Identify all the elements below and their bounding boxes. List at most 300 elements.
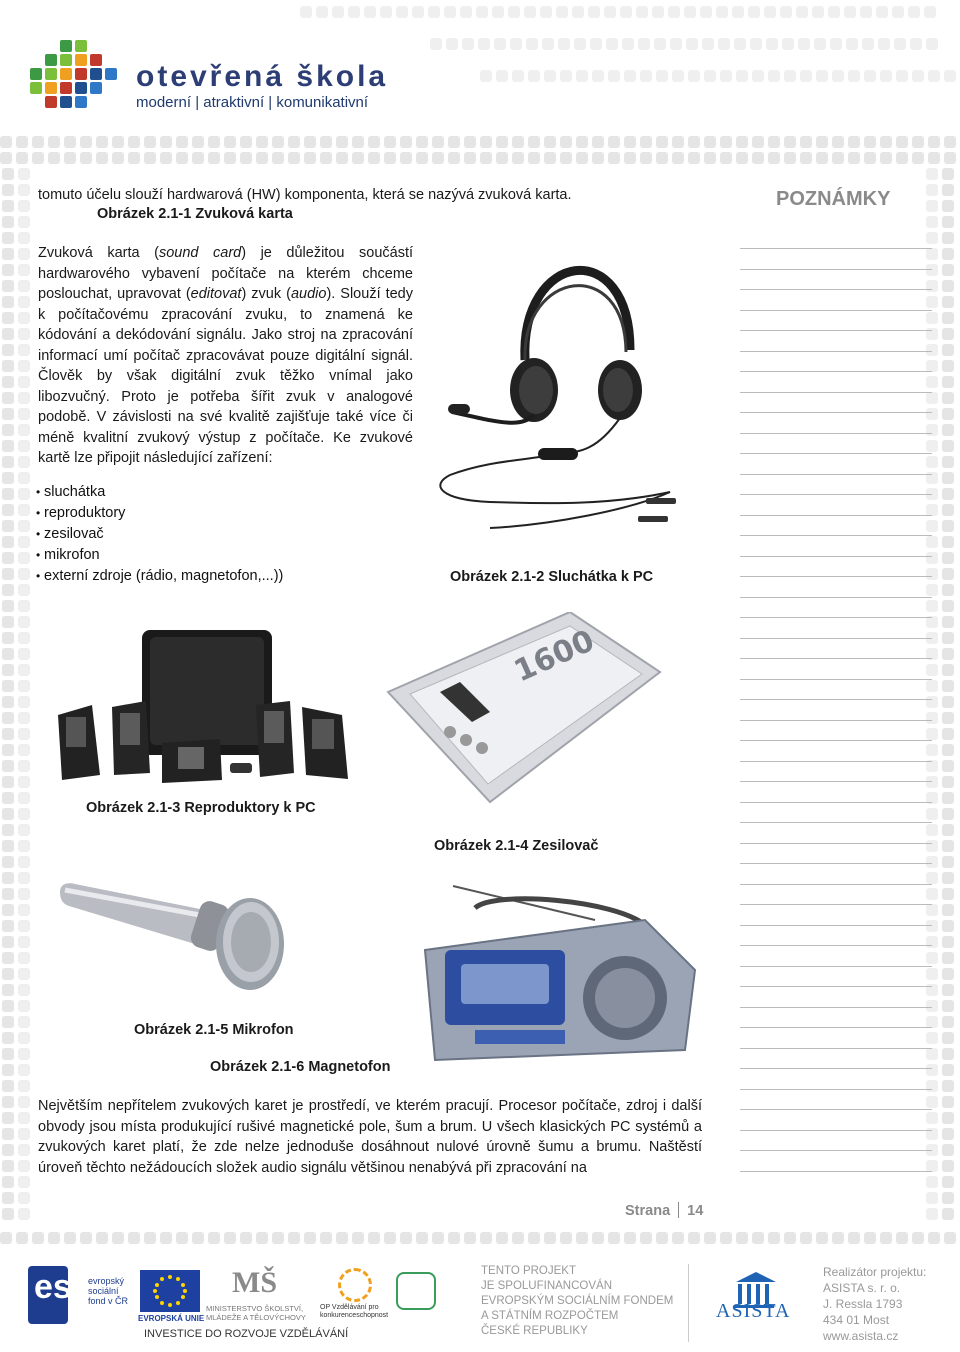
pattern-square: [556, 6, 568, 18]
pattern-square: [766, 38, 778, 50]
pattern-square: [18, 1032, 30, 1044]
pattern-square: [736, 152, 748, 164]
pattern-square: [926, 680, 938, 692]
pattern-square: [942, 776, 954, 788]
pattern-square: [48, 1232, 60, 1244]
pattern-square: [942, 504, 954, 516]
pattern-square: [926, 920, 938, 932]
investice-text: INVESTICE DO ROZVOJE VZDĚLÁVÁNÍ: [144, 1328, 349, 1340]
pattern-square: [592, 152, 604, 164]
pattern-square: [2, 520, 14, 532]
pattern-square: [2, 936, 14, 948]
pattern-square: [128, 152, 140, 164]
esf-text: evropský sociální fond v ČR: [88, 1276, 129, 1306]
pattern-square: [942, 312, 954, 324]
pattern-square: [816, 70, 828, 82]
device-list-item: [36, 545, 283, 566]
pattern-square: [18, 312, 30, 324]
device-name: sluchátka: [44, 484, 106, 500]
pattern-square: [590, 38, 602, 50]
pattern-square: [942, 200, 954, 212]
main-paragraph-part-3: ) zvuk (: [241, 286, 291, 302]
pattern-square: [942, 920, 954, 932]
pattern-square: [704, 1232, 716, 1244]
pattern-square: [368, 1232, 380, 1244]
pattern-square: [926, 1208, 938, 1220]
pattern-square: [606, 38, 618, 50]
logo-square: [60, 68, 72, 80]
pattern-square: [926, 728, 938, 740]
eu-text: EVROPSKÁ UNIE: [138, 1314, 205, 1323]
pattern-square: [896, 152, 908, 164]
pattern-square: [926, 1080, 938, 1092]
pattern-square: [942, 840, 954, 852]
pattern-square: [926, 38, 938, 50]
device-list-item: [36, 524, 283, 545]
pattern-square: [528, 1232, 540, 1244]
pattern-square: [18, 1096, 30, 1108]
pattern-square: [928, 70, 940, 82]
pattern-square: [926, 376, 938, 388]
pattern-square: [926, 1096, 938, 1108]
msmt-logo-icon: MŠ: [232, 1266, 277, 1299]
pattern-square: [924, 6, 936, 18]
pattern-square: [18, 568, 30, 580]
note-line: [740, 781, 932, 782]
pattern-square: [18, 1128, 30, 1140]
note-line: [740, 494, 932, 495]
amplifier-label: 1600: [509, 623, 600, 690]
pattern-square: [478, 38, 490, 50]
pattern-square: [576, 70, 588, 82]
pattern-square: [640, 152, 652, 164]
note-line: [740, 412, 932, 413]
pattern-square: [640, 1232, 652, 1244]
pattern-square: [2, 568, 14, 580]
pattern-square: [480, 1232, 492, 1244]
pattern-square: [720, 1232, 732, 1244]
logo-square: [45, 82, 57, 94]
pattern-square: [18, 744, 30, 756]
pattern-square: [2, 680, 14, 692]
pattern-square: [18, 504, 30, 516]
pattern-square: [942, 808, 954, 820]
pattern-square: [18, 808, 30, 820]
pattern-square: [942, 1016, 954, 1028]
pattern-square: [588, 6, 600, 18]
logo-square: [75, 68, 87, 80]
pattern-square: [608, 1232, 620, 1244]
pattern-square: [942, 968, 954, 980]
pattern-square: [18, 936, 30, 948]
pattern-square: [942, 248, 954, 260]
footer-line: JE SPOLUFINANCOVÁN: [481, 1280, 612, 1292]
footer-line: TENTO PROJEKT: [481, 1265, 576, 1277]
pattern-square: [926, 872, 938, 884]
pattern-square: [496, 70, 508, 82]
pattern-square: [638, 38, 650, 50]
figure-caption-2: Obrázek 2.1-2 Sluchátka k PC: [450, 569, 654, 585]
pattern-square: [18, 184, 30, 196]
pattern-square: [2, 456, 14, 468]
pattern-square: [926, 280, 938, 292]
pattern-square: [2, 248, 14, 260]
pattern-square: [18, 488, 30, 500]
left-pattern-2: [18, 168, 30, 1220]
school-logo-icon: [30, 40, 120, 110]
pattern-square: [926, 232, 938, 244]
pattern-square: [288, 136, 300, 148]
device-list-item: [36, 503, 283, 524]
pattern-square: [2, 744, 14, 756]
pattern-square: [2, 1096, 14, 1108]
pattern-square: [926, 344, 938, 356]
logo-square: [105, 68, 117, 80]
cassette-player-image: [415, 880, 705, 1070]
pattern-square: [684, 6, 696, 18]
pattern-square: [416, 1232, 428, 1244]
pattern-square: [2, 1000, 14, 1012]
pattern-square: [160, 1232, 172, 1244]
pattern-square: [942, 280, 954, 292]
closing-paragraph: Největším nepřítelem zvukových karet je prostředí, ve kterém pracují. Procesor počítače, zdroj i další obvody jsou místa produkující rušivé magnetické pole, šum a brum. U všech klasických PC systémů a zvukových karet platí, že zde nelze jednoduše dosáhnout nulové úrovně šumu a brumu. Naštěstí úroveň těchto nežádoucích složek audio signálu většinou nenabývá při zpracování na: [38, 1098, 702, 1176]
pattern-square: [942, 360, 954, 372]
pattern-square: [528, 136, 540, 148]
note-line: [740, 740, 932, 741]
logo-square: [45, 96, 57, 108]
figure-caption-4: Obrázek 2.1-4 Zesilovač: [434, 838, 599, 854]
pattern-square: [560, 70, 572, 82]
pattern-square: [672, 152, 684, 164]
note-line: [740, 1089, 932, 1090]
pattern-square: [432, 136, 444, 148]
pattern-square: [18, 1080, 30, 1092]
main-paragraph-part-2: ) je důležitou součástí hardwarového vybavení počítače na kterém chceme poslouchat, upravovat (: [38, 245, 414, 302]
pattern-square: [112, 1232, 124, 1244]
pattern-square: [18, 1208, 30, 1220]
pattern-square: [912, 70, 924, 82]
logo-title: otevřená škola: [136, 60, 389, 93]
main-paragraph-part-4: ). Slouží tedy k počítačovému zpracování zvuku, to znamená ke kódování a dekódování signálu. Jako stroj na zpracování informací umí počítač zpracovávat pouze digitální signál. Člověk by však digitální zvuk těžko vnímal jako libozvučný. Proto je potřeba šířit zvuk v analogové podobě. V závislosti na své kvalitě zajišťuje také více či méně kvalitní zvukový výstup z počítače. Ke zvukové kartě lze připojit následující zařízení:: [38, 286, 414, 466]
note-line: [740, 720, 932, 721]
pattern-square: [508, 6, 520, 18]
pattern-square: [448, 1232, 460, 1244]
pattern-square: [18, 344, 30, 356]
pattern-square: [944, 136, 956, 148]
footer: [0, 1256, 960, 1352]
footer-line: ČESKÉ REPUBLIKY: [481, 1325, 588, 1337]
amplifier-image: [380, 612, 665, 807]
pattern-square: [18, 648, 30, 660]
main-paragraph-part-1: Zvuková karta (: [38, 245, 159, 261]
pattern-square: [80, 1232, 92, 1244]
pattern-square: [926, 744, 938, 756]
pattern-square: [18, 584, 30, 596]
pattern-square: [704, 70, 716, 82]
pattern-square: [926, 1000, 938, 1012]
pattern-square: [942, 392, 954, 404]
pattern-square: [942, 888, 954, 900]
pattern-square: [2, 888, 14, 900]
pattern-square: [528, 152, 540, 164]
pattern-square: [798, 38, 810, 50]
pattern-square: [544, 152, 556, 164]
pattern-square: [2, 1128, 14, 1140]
note-line: [740, 597, 932, 598]
pattern-square: [688, 152, 700, 164]
pattern-square: [942, 328, 954, 340]
pattern-square: [926, 664, 938, 676]
pattern-square: [18, 856, 30, 868]
pattern-square: [272, 136, 284, 148]
logo-square: [45, 54, 57, 66]
pattern-square: [926, 520, 938, 532]
pattern-square: [942, 904, 954, 916]
pattern-square: [18, 616, 30, 628]
pattern-square: [18, 472, 30, 484]
pattern-square: [656, 152, 668, 164]
pattern-square: [18, 296, 30, 308]
pattern-square: [942, 1128, 954, 1140]
pattern-square: [942, 680, 954, 692]
pattern-square: [926, 584, 938, 596]
pattern-square: [880, 70, 892, 82]
pattern-square: [620, 6, 632, 18]
pattern-square: [768, 152, 780, 164]
pattern-square: [18, 920, 30, 932]
pattern-square: [576, 136, 588, 148]
note-line: [740, 535, 932, 536]
device-list: [36, 482, 283, 587]
pattern-square: [942, 1176, 954, 1188]
pattern-square: [944, 152, 956, 164]
pattern-square: [18, 536, 30, 548]
pattern-square: [896, 1232, 908, 1244]
pattern-square: [492, 6, 504, 18]
msmt-text: MINISTERSTVO ŠKOLSTVÍ, MLÁDEŽE A TĚLOVÝCHOVY: [206, 1304, 306, 1322]
figure-caption-3: Obrázek 2.1-3 Reproduktory k PC: [86, 800, 316, 816]
pattern-square: [192, 152, 204, 164]
pattern-square: [896, 70, 908, 82]
pattern-square: [0, 152, 12, 164]
pattern-square: [912, 136, 924, 148]
pattern-square: [300, 6, 312, 18]
pattern-square: [18, 824, 30, 836]
pattern-square: [942, 408, 954, 420]
pattern-square: [2, 968, 14, 980]
pattern-square: [942, 376, 954, 388]
pattern-square: [720, 136, 732, 148]
pattern-square: [464, 136, 476, 148]
pattern-square: [2, 904, 14, 916]
pattern-square: [558, 38, 570, 50]
op-logo-icon: [338, 1268, 372, 1302]
pattern-square: [2, 776, 14, 788]
headphones-image: [430, 240, 690, 540]
pattern-square: [942, 536, 954, 548]
pattern-square: [830, 38, 842, 50]
pattern-square: [942, 520, 954, 532]
realizator-text: [823, 1264, 926, 1344]
pattern-square: [2, 872, 14, 884]
pattern-square: [926, 1192, 938, 1204]
pattern-square: [336, 152, 348, 164]
note-line: [740, 658, 932, 659]
pattern-square: [400, 152, 412, 164]
pattern-square: [942, 488, 954, 500]
pattern-square: [272, 152, 284, 164]
pattern-square: [18, 456, 30, 468]
pattern-square: [464, 152, 476, 164]
pattern-square: [2, 200, 14, 212]
pattern-square: [732, 6, 744, 18]
pattern-square: [2, 728, 14, 740]
bullet-icon: •: [36, 548, 41, 562]
pattern-square: [926, 552, 938, 564]
pattern-square: [224, 1232, 236, 1244]
left-pattern: [2, 168, 14, 1220]
main-paragraph: [38, 243, 413, 469]
pattern-square: [848, 152, 860, 164]
pattern-square: [942, 744, 954, 756]
pattern-square: [540, 6, 552, 18]
pattern-square: [688, 1232, 700, 1244]
bullet-icon: •: [36, 569, 41, 583]
pattern-square: [942, 1000, 954, 1012]
pattern-square: [2, 280, 14, 292]
pattern-square: [96, 152, 108, 164]
pattern-square: [542, 38, 554, 50]
note-line: [740, 822, 932, 823]
pattern-square: [16, 152, 28, 164]
pattern-square: [18, 1144, 30, 1156]
pattern-square: [18, 728, 30, 740]
note-line: [740, 1007, 932, 1008]
pattern-square: [748, 6, 760, 18]
pattern-square: [784, 1232, 796, 1244]
note-line: [740, 1130, 932, 1131]
pattern-square: [752, 152, 764, 164]
note-line: [740, 289, 932, 290]
pattern-square: [876, 6, 888, 18]
note-line: [740, 1150, 932, 1151]
pattern-square: [64, 1232, 76, 1244]
pattern-square: [832, 136, 844, 148]
pattern-square: [18, 328, 30, 340]
pattern-square: [926, 424, 938, 436]
pattern-square: [18, 776, 30, 788]
pattern-square: [496, 152, 508, 164]
pattern-square: [2, 1160, 14, 1172]
pattern-square: [2, 328, 14, 340]
pattern-square: [272, 1232, 284, 1244]
pattern-square: [400, 1232, 412, 1244]
note-line: [740, 904, 932, 905]
pattern-square: [672, 70, 684, 82]
pattern-square: [576, 1232, 588, 1244]
pattern-square: [384, 1232, 396, 1244]
pattern-square: [352, 152, 364, 164]
pattern-square: [926, 568, 938, 580]
pattern-square: [2, 264, 14, 276]
pattern-square: [320, 136, 332, 148]
pattern-square: [2, 808, 14, 820]
pattern-square: [944, 1232, 956, 1244]
pattern-square: [128, 1232, 140, 1244]
pattern-square: [18, 392, 30, 404]
pattern-square: [784, 136, 796, 148]
pattern-square: [894, 38, 906, 50]
pattern-square: [686, 38, 698, 50]
pattern-square: [2, 712, 14, 724]
pattern-square: [926, 840, 938, 852]
divider-pattern-top-2: [0, 152, 956, 164]
bullet-icon: •: [36, 485, 41, 499]
microphone-image: [55, 880, 285, 1000]
pattern-square: [892, 6, 904, 18]
pattern-square: [2, 1032, 14, 1044]
pattern-square: [942, 472, 954, 484]
pattern-square: [926, 168, 938, 180]
pattern-square: [400, 136, 412, 148]
pattern-square: [560, 136, 572, 148]
pattern-square: [572, 6, 584, 18]
logo-square: [60, 54, 72, 66]
pattern-square: [704, 136, 716, 148]
note-line: [740, 945, 932, 946]
pattern-square: [926, 1176, 938, 1188]
pattern-square: [720, 152, 732, 164]
pattern-square: [800, 70, 812, 82]
pattern-square: [832, 152, 844, 164]
divider-pattern-bottom: [0, 1232, 956, 1244]
pattern-square: [942, 824, 954, 836]
pattern-square: [942, 696, 954, 708]
pattern-square: [736, 136, 748, 148]
pattern-square: [2, 216, 14, 228]
pattern-square: [32, 136, 44, 148]
pattern-square: [304, 136, 316, 148]
right-pattern-2: [926, 168, 938, 1220]
pattern-square: [18, 968, 30, 980]
pattern-square: [2, 536, 14, 548]
pattern-square: [432, 1232, 444, 1244]
pattern-square: [256, 1232, 268, 1244]
pattern-square: [2, 232, 14, 244]
pattern-square: [384, 136, 396, 148]
pattern-square: [512, 136, 524, 148]
logo-square: [75, 54, 87, 66]
pattern-square: [446, 38, 458, 50]
notes-title: POZNÁMKY: [776, 188, 891, 210]
pattern-square: [332, 6, 344, 18]
pattern-square: [926, 936, 938, 948]
pattern-square: [96, 1232, 108, 1244]
pattern-square: [18, 888, 30, 900]
pattern-square: [782, 38, 794, 50]
note-line: [740, 433, 932, 434]
pattern-square: [716, 6, 728, 18]
pattern-square: [926, 712, 938, 724]
pattern-square: [764, 6, 776, 18]
pattern-square: [926, 456, 938, 468]
pattern-square: [908, 6, 920, 18]
pattern-square: [64, 136, 76, 148]
pattern-square: [18, 712, 30, 724]
pattern-square: [942, 344, 954, 356]
note-line: [740, 884, 932, 885]
pattern-square: [2, 1016, 14, 1028]
